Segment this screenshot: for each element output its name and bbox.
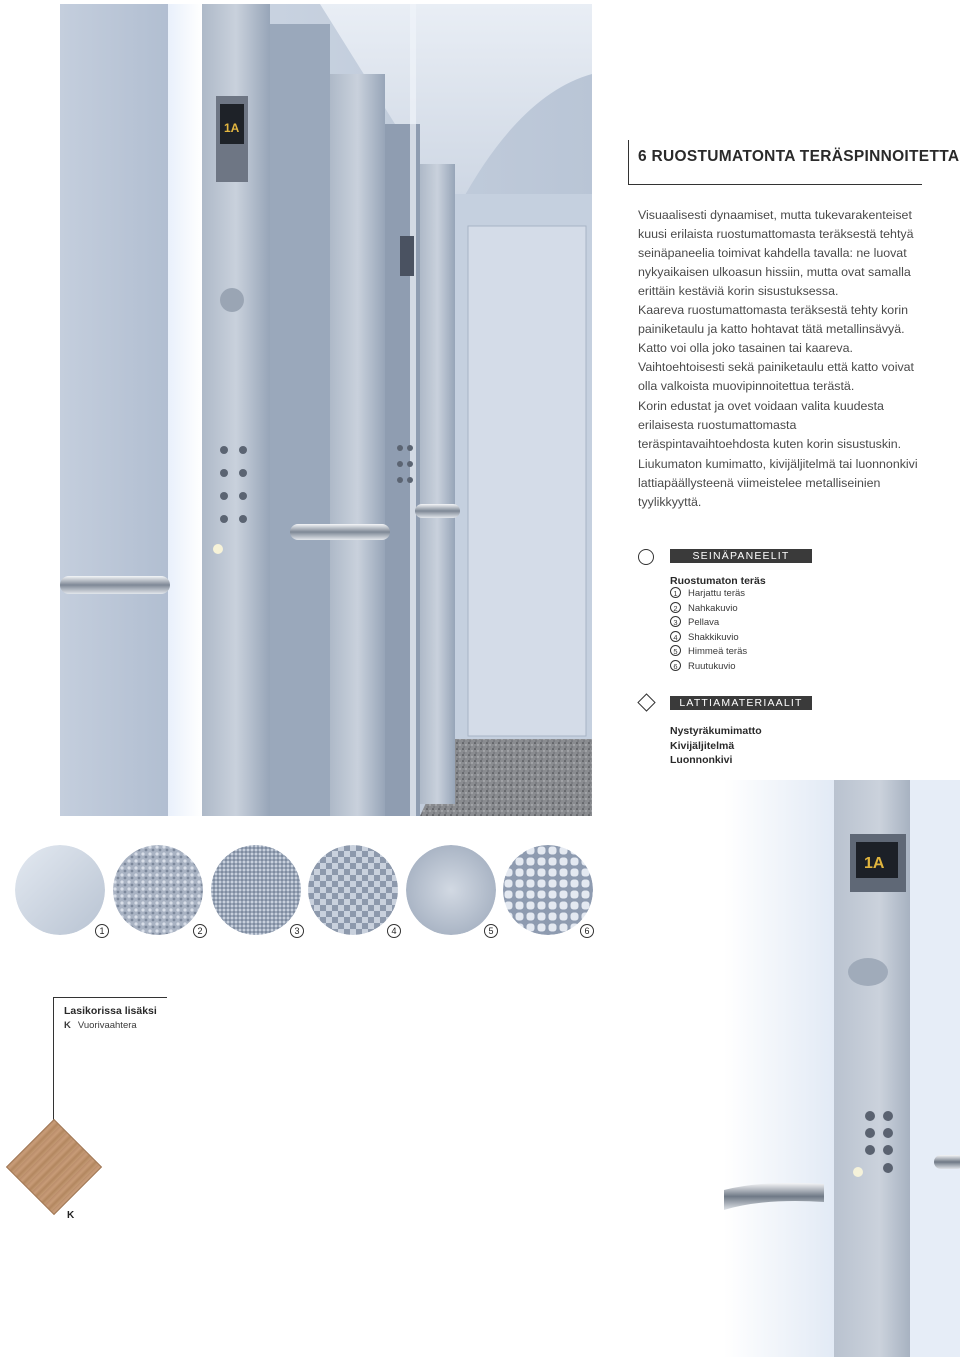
list-item [670,631,766,646]
paragraph-ceiling [638,301,938,396]
list-item: Kivijäljitelmä [670,739,735,752]
swatch-number: 3 [290,924,304,938]
number-badge: 5 [670,645,681,656]
number-badge: 2 [670,602,681,613]
list-item-label: Nahkakuvio [688,602,738,614]
list-item-label: Pellava [688,617,720,629]
main-elevator-photo [60,4,592,816]
panel-display-text: 1A [864,855,885,872]
number-badge: 1 [670,587,681,598]
swatch-brushed-steel [15,845,105,935]
elevator-interior-illustration [60,4,592,816]
list-item: Luonnonkivi [670,754,733,767]
wood-swatch-label: K [67,1210,75,1221]
text-line: lattiapäällysteenä viimeistelee metalliseinien [638,476,881,490]
text-line: teräspintavaihtoehdosta kuten korin sisustuskin. [638,437,902,451]
item-label: Vuorivaahtera [77,1020,137,1031]
list-item [670,616,766,631]
wood-swatch [6,1119,102,1215]
number-badge: 4 [670,631,681,642]
list-item-label: Shakkikuvio [688,631,739,643]
floor-materials-list [670,724,762,768]
heading-rule-horizontal [628,184,922,185]
text-line: kuusi erilaista ruostumattomasta teräksestä tehtyä [638,227,914,241]
text-line: nykyaikaisen ulkoasun hissiin, mutta ovat samalla [638,265,911,279]
wall-panels-subtitle: Ruostumaton teräs [670,575,766,587]
text-line: olla valkoista muovipinnoitettua terästä. [638,379,855,393]
floor-materials-header: LATTIAMATERIAALIT [670,696,812,710]
list-item: Nystyräkumimatto [670,725,762,737]
swatch-checkerboard [308,845,398,935]
swatch-number: 2 [193,924,207,938]
swatch-number: 1 [95,924,109,938]
text-line: Visuaalisesti dynaamiset, mutta tukevarakenteiset [638,208,912,222]
wall-panels-header: SEINÄPANEELIT [670,549,812,563]
swatch-matte-steel [406,845,496,935]
wall-panels-list [670,575,766,675]
heading-rule-vertical [628,140,629,184]
paragraph-floor [638,455,938,512]
swatch-number: 6 [580,924,594,938]
list-item-label: Harjattu teräs [688,588,746,599]
text-line: seinäpaneelia toimivat kahdella tavalla: ne luovat [638,246,907,260]
button-panel-illustration [724,780,960,1357]
text-line: Kaareva ruostumattomasta teräksestä tehty korin [638,303,908,317]
paragraph-walls [638,206,938,301]
list-item [670,587,766,602]
list-item-label: Ruutukuvio [688,660,736,672]
diamond-marker-icon [637,693,655,711]
text-line: Liukumaton kumimatto, kivijäljitelmä tai luonnonkivi [638,457,918,471]
list-item [670,602,766,617]
item-code: K [64,1020,71,1031]
text-line: Korin edustat ja ovet voidaan valita kuudesta [638,399,884,413]
text-line: tyylikkyyttä. [638,495,702,509]
text-line: painiketaulu ja katto hohtavat tätä metallinsävyä. [638,322,905,336]
swatch-number: 4 [387,924,401,938]
glass-section-rule-horizontal [53,997,167,998]
circle-marker-icon [638,549,654,565]
elevator-panel-photo [724,780,960,1357]
swatch-grid-pattern [503,845,593,935]
swatch-linen [211,845,301,935]
swatch-number: 5 [484,924,498,938]
number-badge: 3 [670,616,681,627]
text-line: erilaisesta ruostumattomasta [638,418,797,432]
page-title: 6 RUOSTUMATONTA TERÄSPINNOITETTA [638,148,960,165]
swatch-leather-pattern [113,845,203,935]
number-badge: 6 [670,660,681,671]
glass-car-title: Lasikorissa lisäksi [64,1005,157,1017]
text-line: erittäin kestäviä korin sisustuksessa. [638,284,839,298]
list-item [670,645,766,660]
floor-display-text: 1A [224,121,240,135]
list-item [670,660,766,675]
glass-car-item [64,1020,137,1031]
paragraph-doors [638,397,938,454]
text-line: Katto voi olla joko tasainen tai kaareva. [638,341,853,355]
list-item-label: Himmeä teräs [688,646,748,658]
text-line: Vaihtoehtoisesti sekä painiketaulu että katto voivat [638,360,914,374]
